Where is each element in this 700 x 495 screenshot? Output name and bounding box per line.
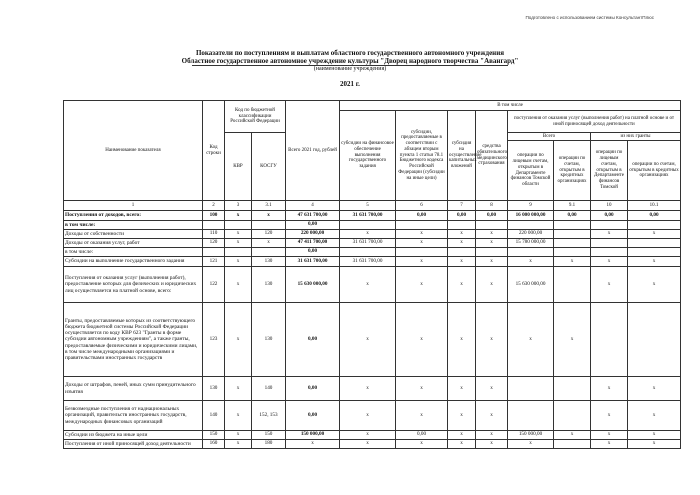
table-cell <box>203 221 225 230</box>
indicators-table <box>63 100 681 449</box>
table-cell: x <box>476 239 508 248</box>
table-row <box>64 230 681 239</box>
table-cell <box>554 230 591 239</box>
header-kosgu: КОСГУ <box>252 133 286 201</box>
table-cell: x <box>225 431 252 440</box>
table-cell: 122 <box>203 267 225 303</box>
table-row <box>64 303 681 377</box>
column-number: 7 <box>448 201 476 211</box>
row-name: Субсидии из бюджета на иные цели <box>64 431 203 440</box>
column-number: 3.1 <box>252 201 286 211</box>
table-cell: x <box>508 303 554 377</box>
table-cell: 160 <box>203 440 225 449</box>
table-cell: x <box>476 267 508 303</box>
table-cell: 0,00 <box>476 211 508 221</box>
table-cell: 15 630 000,00 <box>286 267 340 303</box>
header-subsidy-task: субсидии на финансовое обеспечение выполнения государственного задания <box>340 111 396 201</box>
table-cell <box>591 303 628 377</box>
table-cell: x <box>591 377 628 401</box>
table-cell <box>340 221 396 230</box>
table-cell <box>225 221 252 230</box>
table-cell <box>628 221 681 230</box>
table-cell: 47 411 700,00 <box>286 239 340 248</box>
table-cell: 130 <box>252 303 286 377</box>
header-budget-code: Код по бюджетной классификации Российской Федерации <box>225 101 286 133</box>
column-number: 10.1 <box>628 201 681 211</box>
column-numbers-row <box>64 201 681 211</box>
table-cell: x <box>628 257 681 267</box>
column-number: 9.1 <box>554 201 591 211</box>
table-cell: x <box>476 303 508 377</box>
table-cell: x <box>476 377 508 401</box>
table-row <box>64 431 681 440</box>
header-col9: операции по лицевым счетам, открытым в Департаменте финансов Томской области <box>508 141 554 201</box>
table-cell <box>252 248 286 257</box>
table-cell: x <box>340 440 396 449</box>
table-row <box>64 267 681 303</box>
column-number: 5 <box>340 201 396 211</box>
table-cell <box>554 267 591 303</box>
row-name: Поступления от оказания услуг (выполнения работ), предоставление которых для физических и юридических лиц осуществляется на платной основе, всего: <box>64 267 203 303</box>
header-indicator: Наименование показателя <box>64 101 203 201</box>
table-cell: 220 000,00 <box>286 230 340 239</box>
table-cell: x <box>448 440 476 449</box>
table-cell: 130 <box>203 377 225 401</box>
table-cell: 0,00 <box>396 211 448 221</box>
table-cell: 0,00 <box>628 211 681 221</box>
table-cell: 15 630 000,00 <box>508 267 554 303</box>
table-cell: x <box>225 257 252 267</box>
table-cell: 0,00 <box>286 248 340 257</box>
table-cell <box>448 248 476 257</box>
table-cell: 0,00 <box>448 211 476 221</box>
table-cell <box>508 248 554 257</box>
table-cell <box>476 248 508 257</box>
table-cell: x <box>448 431 476 440</box>
table-cell <box>476 221 508 230</box>
table-cell: 140 <box>252 377 286 401</box>
table-cell: x <box>554 257 591 267</box>
table-cell <box>591 221 628 230</box>
table-cell: x <box>225 239 252 248</box>
prepared-with-note: Подготовлено с использованием системы КонсультантПлюс <box>525 15 654 20</box>
table-row <box>64 211 681 221</box>
table-cell: x <box>448 267 476 303</box>
table-cell <box>340 248 396 257</box>
table-cell: 0,00 <box>554 211 591 221</box>
table-cell: x <box>448 303 476 377</box>
table-cell: x <box>225 440 252 449</box>
table-cell <box>554 440 591 449</box>
table-cell: x <box>448 401 476 431</box>
row-name: Гранты, предоставляемые которых из соответствующего бюджета бюджетной системы Российской Федерации осуществляется по коду КВР 623 "Гранты в форме субсидии автономным учреждениям", а также гранты, предоставляемые физическими и юридическими лицами, в том числе международными организациями и правительствами иностранных государств <box>64 303 203 377</box>
table-cell: x <box>225 211 252 221</box>
table-cell: 16 000 000,00 <box>508 211 554 221</box>
table-cell: 0,00 <box>286 401 340 431</box>
table-cell: x <box>396 303 448 377</box>
table-cell: x <box>396 230 448 239</box>
table-cell: x <box>448 257 476 267</box>
table-cell: 0,00 <box>286 377 340 401</box>
table-cell: x <box>225 401 252 431</box>
table-cell: 150 <box>203 431 225 440</box>
table-row <box>64 239 681 248</box>
table-cell: 130 <box>252 257 286 267</box>
table-cell <box>396 248 448 257</box>
table-cell: x <box>591 401 628 431</box>
table-cell: x <box>396 401 448 431</box>
institution-caption: (наименование учреждения) <box>313 66 387 72</box>
row-name: в том числе: <box>64 221 203 230</box>
table-cell: x <box>628 440 681 449</box>
table-cell: 31 631 700,00 <box>340 239 396 248</box>
table-cell: x <box>628 267 681 303</box>
column-number: 2 <box>203 201 225 211</box>
table-cell: x <box>628 377 681 401</box>
table-cell: x <box>554 303 591 377</box>
table-cell: x <box>340 401 396 431</box>
table-cell: x <box>340 431 396 440</box>
table-cell: x <box>476 431 508 440</box>
row-name: Поступления от иной приносящей доход деятельности <box>64 440 203 449</box>
table-row <box>64 377 681 401</box>
table-cell <box>554 239 591 248</box>
column-number: 6 <box>396 201 448 211</box>
table-cell: x <box>225 267 252 303</box>
row-name: Безвозмездные поступления от наднациональных организаций, правительств иностранных государств, международных финансовых организаций <box>64 401 203 431</box>
table-cell: 15 780 000,00 <box>508 239 554 248</box>
table-cell: 0,00 <box>591 211 628 221</box>
table-cell: x <box>591 440 628 449</box>
header-kvr: КВР <box>225 133 252 201</box>
table-cell: x <box>396 377 448 401</box>
table-cell: x <box>476 440 508 449</box>
table-cell <box>554 377 591 401</box>
table-cell: x <box>448 239 476 248</box>
table-cell <box>554 248 591 257</box>
table-cell: 150 <box>252 431 286 440</box>
header-subsidy-capital: субсидия на осуществление капитальных вложений <box>448 111 476 201</box>
table-cell: 180 <box>252 440 286 449</box>
table-cell: 152, 153 <box>252 401 286 431</box>
table-cell: x <box>508 257 554 267</box>
table-cell: 220 000,00 <box>508 230 554 239</box>
table-cell <box>554 401 591 431</box>
row-name: Поступления от доходов, всего: <box>64 211 203 221</box>
table-cell: x <box>225 377 252 401</box>
table-cell: 120 <box>203 239 225 248</box>
institution-name: Областное государственное автономное учреждение культуры "Дворец народного творчества "Авангард" <box>181 57 519 65</box>
table-cell <box>508 221 554 230</box>
table-cell: 0,00 <box>286 221 340 230</box>
table-cell <box>628 248 681 257</box>
row-name: Доходы от штрафов, пеней, иных сумм принудительного изъятия <box>64 377 203 401</box>
table-cell: 140 <box>203 401 225 431</box>
table-cell: x <box>340 377 396 401</box>
table-cell: x <box>628 230 681 239</box>
table-cell: 123 <box>203 303 225 377</box>
table-cell: x <box>396 267 448 303</box>
table-cell: x <box>554 431 591 440</box>
table-cell: 150 000,00 <box>286 431 340 440</box>
table-cell: 120 <box>252 230 286 239</box>
header-col91: операции по счетам, открытым в кредитных организациях <box>554 141 591 201</box>
table-cell: x <box>508 440 554 449</box>
report-year: 2021 г. <box>340 80 360 88</box>
document-title: Показатели по поступлениям и выплатам областного государственного автономного учреждения <box>195 49 505 57</box>
column-number: 3 <box>225 201 252 211</box>
row-name: Субсидии на выполнение государственного задания <box>64 257 203 267</box>
column-number: 10 <box>591 201 628 211</box>
column-number: 1 <box>64 201 203 211</box>
table-cell <box>252 221 286 230</box>
column-number: 9 <box>508 201 554 211</box>
table-cell: x <box>448 230 476 239</box>
header-services-income: поступления от оказания услуг (выполнения работ) на платной основе и от иной приносящей доход деятельности <box>508 111 681 133</box>
table-cell: x <box>628 431 681 440</box>
table-cell: 100 <box>203 211 225 221</box>
table-row <box>64 401 681 431</box>
table-cell: 31 631 700,00 <box>340 211 396 221</box>
table-cell: x <box>340 303 396 377</box>
table-cell: x <box>286 440 340 449</box>
table-row <box>64 440 681 449</box>
table-cell: x <box>225 230 252 239</box>
table-cell: x <box>396 257 448 267</box>
row-name: Доходы от оказания услуг, работ <box>64 239 203 248</box>
table-cell: x <box>591 230 628 239</box>
table-cell: x <box>396 440 448 449</box>
table-cell: x <box>252 211 286 221</box>
table-cell: x <box>340 267 396 303</box>
table-cell: 47 631 700,00 <box>286 211 340 221</box>
table-cell: x <box>225 303 252 377</box>
header-col101: операции по счетам, открытым в кредитных организациях <box>628 141 681 201</box>
table-cell: x <box>476 230 508 239</box>
table-row <box>64 257 681 267</box>
header-row-code: Код строки <box>203 101 225 201</box>
table-cell: x <box>340 230 396 239</box>
table-cell: x <box>591 267 628 303</box>
table-cell: 121 <box>203 257 225 267</box>
row-name: Доходы от собственности <box>64 230 203 239</box>
column-number: 8 <box>476 201 508 211</box>
row-name: в том числе: <box>64 248 203 257</box>
table-cell: x <box>396 239 448 248</box>
table-cell: 130 <box>252 267 286 303</box>
header-of-grants: из них гранты <box>591 133 681 141</box>
table-cell: 110 <box>203 230 225 239</box>
table-cell: 31 631 700,00 <box>340 257 396 267</box>
table-cell <box>396 221 448 230</box>
table-cell <box>628 239 681 248</box>
table-cell <box>554 221 591 230</box>
table-cell: x <box>476 401 508 431</box>
header-col10: операции по лицевым счетам, открытым в Департаменте финансов Томской <box>591 141 628 201</box>
table-cell <box>628 303 681 377</box>
header-including: В том числе <box>340 101 681 111</box>
table-cell: x <box>476 257 508 267</box>
table-cell <box>508 401 554 431</box>
table-cell: x <box>448 377 476 401</box>
table-row <box>64 248 681 257</box>
header-compulsory-insurance: средства обязательного медицинского страхования <box>476 111 508 201</box>
table-cell <box>448 221 476 230</box>
table-cell <box>508 377 554 401</box>
table-cell: x <box>628 401 681 431</box>
table-row <box>64 221 681 230</box>
table-cell: x <box>591 257 628 267</box>
table-cell: x <box>591 431 628 440</box>
header-subsidy-78: субсидии, предоставляемые в соответствии с абзацем вторым пункта 1 статьи 78.1 Бюджетного кодекса Российской Федерации (субсидии на иные цели) <box>396 111 448 201</box>
table-cell <box>591 248 628 257</box>
column-number: 4 <box>286 201 340 211</box>
table-cell: 0,00 <box>396 431 448 440</box>
header-total: Всего 2021 год, рублей <box>286 101 340 201</box>
table-cell <box>203 248 225 257</box>
table-cell: x <box>252 239 286 248</box>
table-cell <box>225 248 252 257</box>
table-cell <box>591 239 628 248</box>
table-cell: 31 631 700,00 <box>286 257 340 267</box>
table-cell: 150 000,00 <box>508 431 554 440</box>
header-all: Всего <box>508 133 591 141</box>
table-cell: 0,00 <box>286 303 340 377</box>
